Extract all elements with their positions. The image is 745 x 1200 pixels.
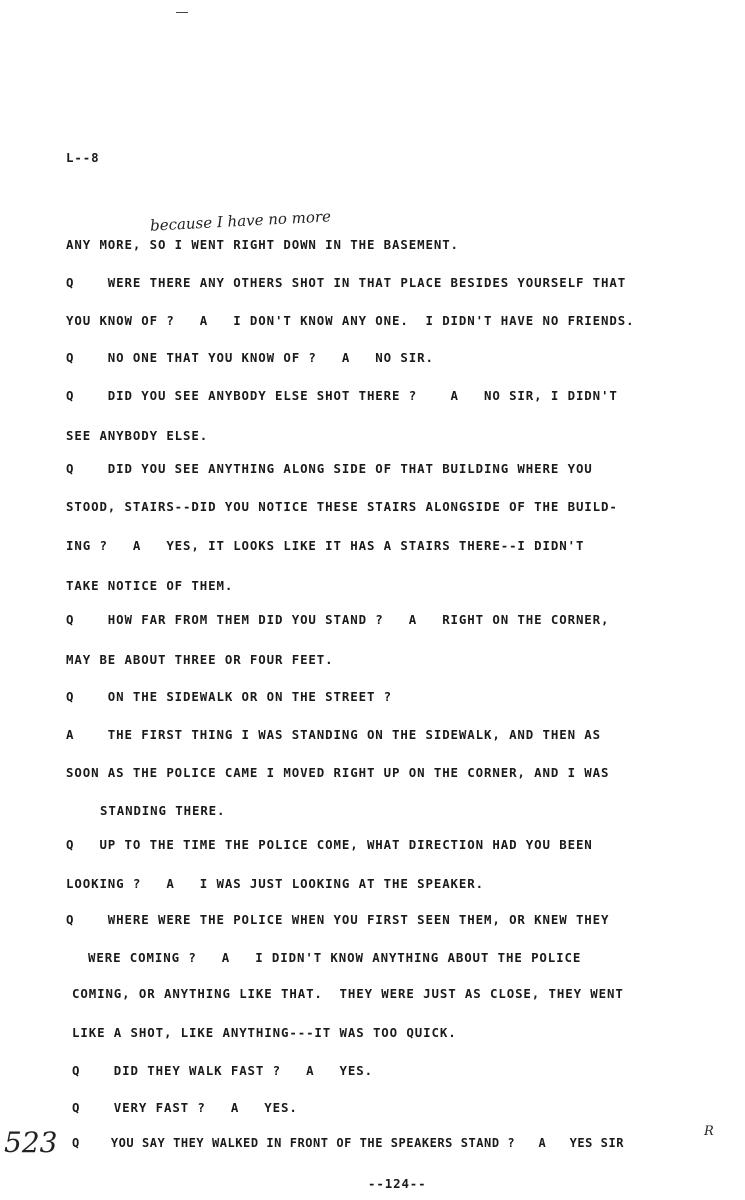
transcript-line-13: Q ON THE SIDEWALK OR ON THE STREET ? [66, 689, 393, 704]
transcript-line-18: LOOKING ? A I WAS JUST LOOKING AT THE SPEAKER. [66, 876, 484, 891]
footer-page-number: --124-- [368, 1176, 427, 1191]
transcript-line-5: Q DID YOU SEE ANYBODY ELSE SHOT THERE ? A NO SIR, I DIDN'T [66, 388, 618, 403]
transcript-line-14: A THE FIRST THING I WAS STANDING ON THE SIDEWALK, AND THEN AS [66, 727, 602, 742]
transcript-line-25: Q YOU SAY THEY WALKED IN FRONT OF THE SPEAKERS STAND ? A YES SIR [72, 1136, 624, 1150]
transcript-line-16: STANDING THERE. [100, 803, 226, 818]
transcript-line-20: WERE COMING ? A I DIDN'T KNOW ANYTHING ABOUT THE POLICE [88, 950, 582, 965]
handwritten-insertion: because I have no more [149, 207, 332, 235]
transcript-line-10: TAKE NOTICE OF THEM. [66, 578, 234, 593]
transcript-line-22: LIKE A SHOT, LIKE ANYTHING---IT WAS TOO QUICK. [72, 1025, 457, 1040]
transcript-line-24: Q VERY FAST ? A YES. [72, 1100, 298, 1115]
handwritten-page-number: 523 [4, 1126, 58, 1159]
stray-mark [176, 12, 188, 13]
transcript-line-12: MAY BE ABOUT THREE OR FOUR FEET. [66, 652, 334, 667]
transcript-line-15: SOON AS THE POLICE CAME I MOVED RIGHT UP ON THE CORNER, AND I WAS [66, 765, 610, 780]
handwritten-correction: R [704, 1124, 714, 1139]
transcript-line-8: STOOD, STAIRS--DID YOU NOTICE THESE STAIRS ALONGSIDE OF THE BUILD- [66, 499, 618, 514]
transcript-line-1: ANY MORE, SO I WENT RIGHT DOWN IN THE BASEMENT. [66, 237, 459, 252]
transcript-line-23: Q DID THEY WALK FAST ? A YES. [72, 1063, 373, 1078]
transcript-line-21: COMING, OR ANYTHING LIKE THAT. THEY WERE JUST AS CLOSE, THEY WENT [72, 986, 624, 1001]
transcript-line-9: ING ? A YES, IT LOOKS LIKE IT HAS A STAIRS THERE--I DIDN'T [66, 538, 585, 553]
transcript-line-19: Q WHERE WERE THE POLICE WHEN YOU FIRST SEEN THEM, OR KNEW THEY [66, 912, 610, 927]
transcript-line-6: SEE ANYBODY ELSE. [66, 428, 209, 443]
transcript-line-17: Q UP TO THE TIME THE POLICE COME, WHAT DIRECTION HAD YOU BEEN [66, 837, 593, 852]
transcript-line-11: Q HOW FAR FROM THEM DID YOU STAND ? A RIGHT ON THE CORNER, [66, 612, 610, 627]
transcript-line-7: Q DID YOU SEE ANYTHING ALONG SIDE OF THAT BUILDING WHERE YOU [66, 461, 593, 476]
transcript-line-2: Q WERE THERE ANY OTHERS SHOT IN THAT PLACE BESIDES YOURSELF THAT [66, 275, 627, 290]
transcript-line-4: Q NO ONE THAT YOU KNOW OF ? A NO SIR. [66, 350, 434, 365]
page-header-id: L--8 [66, 150, 100, 165]
transcript-line-3: YOU KNOW OF ? A I DON'T KNOW ANY ONE. I DIDN'T HAVE NO FRIENDS. [66, 313, 635, 328]
